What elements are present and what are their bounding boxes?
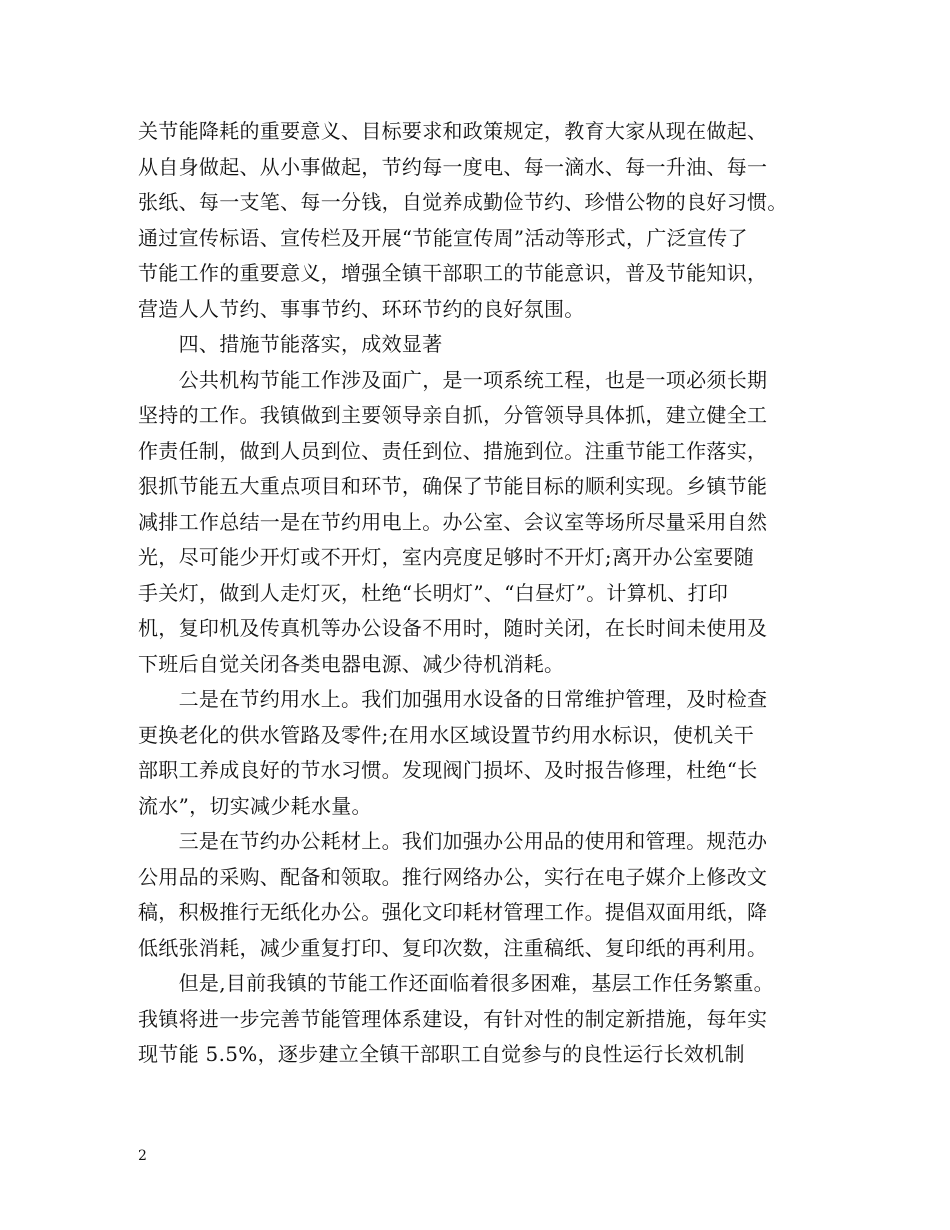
text-line: 公用品的采购、配备和领取。推行网络办公，实行在电子媒介上修改文 <box>138 864 768 889</box>
text-line: 部职工养成良好的节水习惯。发现阀门损坏、及时报告修理，杜绝“长 <box>138 758 758 782</box>
text-line: 低纸张消耗，减少重复打印、复印次数，注重稿纸、复印纸的再利用。 <box>138 935 768 960</box>
body-text <box>138 114 828 1073</box>
text-line: 机，复印机及传真机等办公设备不用时，随时关闭，在长时间未使用及 <box>138 616 768 640</box>
text-line: 减排工作总结一是在节约用电上。办公室、会议室等场所尽量采用自然 <box>138 509 768 534</box>
text-line: 现节能 5.5%，逐步建立全镇干部职工自觉参与的良性运行长效机制 <box>138 1042 745 1066</box>
text-line: 作责任制，做到人员到位、责任到位、措施到位。注重节能工作落实， <box>138 438 768 463</box>
text-line: 三是在节约办公耗材上。我们加强办公用品的使用和管理。规范办 <box>138 829 768 853</box>
text-line: 坚持的工作。我镇做到主要领导亲自抓，分管领导具体抓，建立健全工 <box>138 403 768 427</box>
text-line: 公共机构节能工作涉及面广，是一项系统工程，也是一项必须长期 <box>138 367 768 392</box>
text-line: 关节能降耗的重要意义、目标要求和政策规定，教育大家从现在做起、 <box>138 119 768 143</box>
text-line: 从自身做起、从小事做起，节约每一度电、每一滴水、每一升油、每一 <box>138 154 768 179</box>
text-line: 但是,目前我镇的节能工作还面临着很多困难，基层工作任务繁重。 <box>138 971 774 995</box>
text-line: 通过宣传标语、宣传栏及开展“节能宣传周”活动等形式，广泛宣传了 <box>138 225 748 250</box>
text-line: 流水”，切实减少耗水量。 <box>138 793 372 818</box>
text-line: 手关灯，做到人走灯灭，杜绝“长明灯”、“白昼灯”。计算机、打印 <box>138 580 729 605</box>
text-line: 节能工作的重要意义，增强全镇干部职工的节能意识，普及节能知识， <box>138 261 768 285</box>
page-number: 2 <box>138 1148 147 1164</box>
text-line: 我镇将进一步完善节能管理体系建设，有针对性的制定新措施，每年实 <box>138 1006 768 1031</box>
text-line: 张纸、每一支笔、每一分钱，自觉养成勤俭节约、珍惜公物的良好习惯。 <box>138 190 788 214</box>
text-line: 下班后自觉关闭各类电器电源、减少待机消耗。 <box>138 651 565 676</box>
text-line: 稿，积极推行无纸化办公。强化文印耗材管理工作。提倡双面用纸，降 <box>138 900 768 924</box>
section-heading: 四、措施节能落实，成效显著 <box>138 332 443 356</box>
text-line: 营造人人节约、事事节约、环环节约的良好氛围。 <box>138 296 585 321</box>
text-line: 光，尽可能少开灯或不开灯，室内亮度足够时不开灯;离开办公室要随 <box>138 545 755 569</box>
text-line: 狠抓节能五大重点项目和环节，确保了节能目标的顺利实现。乡镇节能 <box>138 474 768 498</box>
text-line: 二是在节约用水上。我们加强用水设备的日常维护管理，及时检查 <box>138 687 768 711</box>
text-line: 更换老化的供水管路及零件;在用水区域设置节约用水标识，使机关干 <box>138 722 755 747</box>
